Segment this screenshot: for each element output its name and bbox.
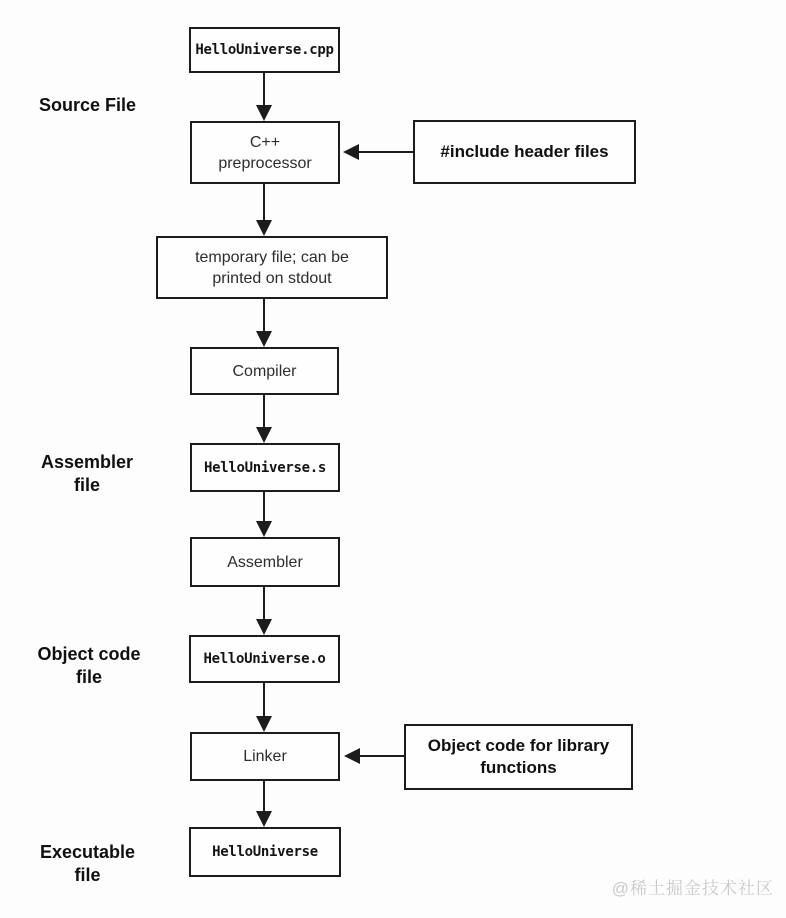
node-compiler-label: Compiler (232, 362, 297, 380)
node-linker-label: Linker (243, 748, 287, 765)
side-label-source-file: Source File (38, 95, 137, 115)
arrow-cpp-to-preprocessor-head-icon (256, 105, 272, 121)
node-assembler-label: Assembler (227, 553, 303, 571)
arrow-library-to-linker-line (360, 755, 404, 757)
node-assembler (190, 537, 340, 587)
arrow-tempfile-to-compiler-line (263, 299, 265, 335)
arrow-compiler-to-sfile-line (263, 395, 265, 429)
side-label-executable-file: Executable file (39, 842, 136, 885)
arrow-sfile-to-assembler-head-icon (256, 521, 272, 537)
node-compiler (190, 347, 339, 395)
node-executable-label: HelloUniverse (212, 844, 318, 860)
arrow-cpp-to-preprocessor-line (263, 73, 265, 107)
node-source-file (189, 27, 340, 73)
node-assembler-file-label: HelloUniverse.s (204, 459, 326, 476)
annotation-include-headers (413, 120, 636, 184)
node-executable (189, 827, 341, 877)
arrow-assembler-to-ofile-head-icon (256, 619, 272, 635)
annotation-library-objects (404, 724, 633, 790)
node-object-file-label: HelloUniverse.o (203, 651, 326, 667)
side-label-assembler-file: Assembler file (40, 452, 134, 495)
annotation-include-headers-label: #include header files (440, 142, 609, 161)
arrow-preprocessor-to-tempfile-line (263, 184, 265, 222)
arrow-tempfile-to-compiler-head-icon (256, 331, 272, 347)
node-preprocessor (190, 121, 340, 184)
node-source-file-label: HelloUniverse.cpp (195, 42, 334, 58)
annotation-library-objects-label: Object code for library functions (427, 736, 610, 777)
arrow-ofile-to-linker-line (263, 683, 265, 718)
side-label-object-code-file: Object code file (37, 644, 141, 687)
arrow-linker-to-executable-head-icon (256, 811, 272, 827)
node-temp-file-label: temporary file; can be printed on stdout (195, 248, 349, 287)
arrow-includes-to-preprocessor-head-icon (343, 144, 359, 160)
arrow-ofile-to-linker-head-icon (256, 716, 272, 732)
watermark-text: @稀土掘金技术社区 (611, 879, 774, 898)
node-linker (190, 732, 340, 781)
node-preprocessor-label: C++ preprocessor (218, 133, 312, 172)
arrow-preprocessor-to-tempfile-head-icon (256, 220, 272, 236)
node-assembler-file (190, 443, 340, 492)
arrow-assembler-to-ofile-line (263, 587, 265, 621)
node-temp-file (156, 236, 388, 299)
arrow-compiler-to-sfile-head-icon (256, 427, 272, 443)
arrow-linker-to-executable-line (263, 781, 265, 813)
arrow-library-to-linker-head-icon (344, 748, 360, 764)
arrow-includes-to-preprocessor-line (359, 151, 413, 153)
node-object-file (189, 635, 340, 683)
arrow-sfile-to-assembler-line (263, 492, 265, 523)
